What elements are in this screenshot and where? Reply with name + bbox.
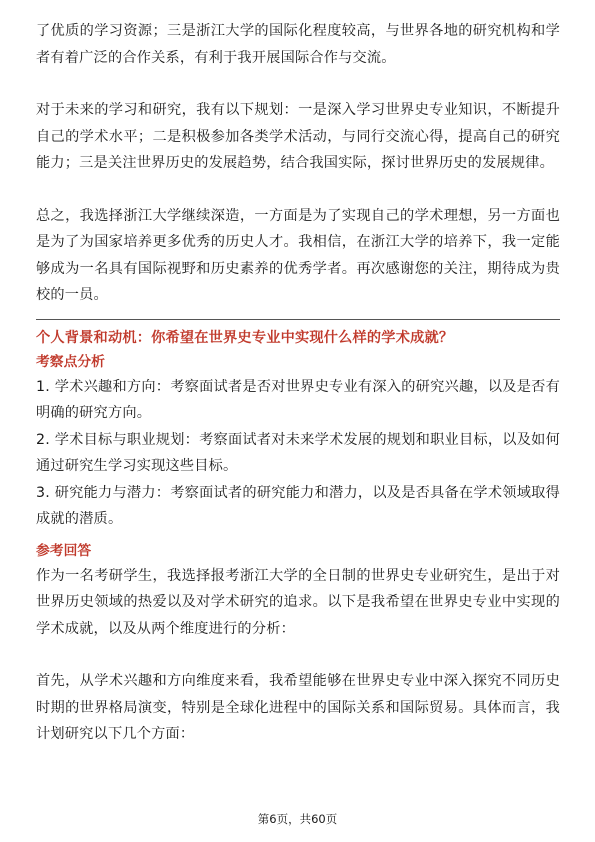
answer-paragraph-intro: 作为一名考研学生，我选择报考浙江大学的全日制的世界史专业研究生，是出于对世界历史领域的热爱以及对学术研究的追求。以下是我希望在世界史专业中实现的学术成就，以及从两个维度进行的分析： xyxy=(36,567,560,637)
question-title: 个人背景和动机：你希望在世界史专业中实现什么样的学术成就？ xyxy=(36,329,454,346)
answer-paragraph-first: 首先，从学术兴趣和方向维度来看，我希望能够在世界史专业中深入探究不同历史时期的世界格局演变，特别是全球化进程中的国际关系和国际贸易。具体而言，我计划研究以下几个方面： xyxy=(36,673,560,742)
analysis-item-2: 2. 学术目标与职业规划：考察面试者对未来学术发展的规划和职业目标，以及如何通过研究生学习实现这些目标。 xyxy=(36,431,560,474)
section-divider xyxy=(36,319,560,320)
answer-heading: 参考回答 xyxy=(36,542,92,559)
paragraph-plans: 对于未来的学习和研究，我有以下规划：一是深入学习世界史专业知识，不断提升自己的学术水平；二是积极参加各类学术活动，与同行交流心得，提高自己的研究能力；三是关注世界历史的发展趋势，结合我国实际，探讨世界历史的发展规律。 xyxy=(36,102,560,171)
analysis-item-3: 3. 研究能力与潜力：考察面试者的研究能力和潜力，以及是否具备在学术领域取得成就的潜质。 xyxy=(36,484,560,527)
paragraph-conclusion: 总之，我选择浙江大学继续深造，一方面是为了实现自己的学术理想，另一方面也是为了为国家培养更多优秀的历史人才。我相信，在浙江大学的培养下，我一定能够成为一名具有国际视野和历史素养的优秀学者。再次感谢您的关注，期待成为贵校的一员。 xyxy=(36,207,560,303)
analysis-heading: 考察点分析 xyxy=(36,353,105,370)
page-content xyxy=(36,18,560,748)
paragraph-continued: 了优质的学习资源；三是浙江大学的国际化程度较高，与世界各地的研究机构和学者有着广泛的合作关系，有利于我开展国际合作与交流。 xyxy=(36,23,560,66)
analysis-item-1: 1. 学术兴趣和方向：考察面试者是否对世界史专业有深入的研究兴趣，以及是否有明确的研究方向。 xyxy=(36,378,560,421)
page-footer: 第6页，共60页 xyxy=(257,812,338,826)
